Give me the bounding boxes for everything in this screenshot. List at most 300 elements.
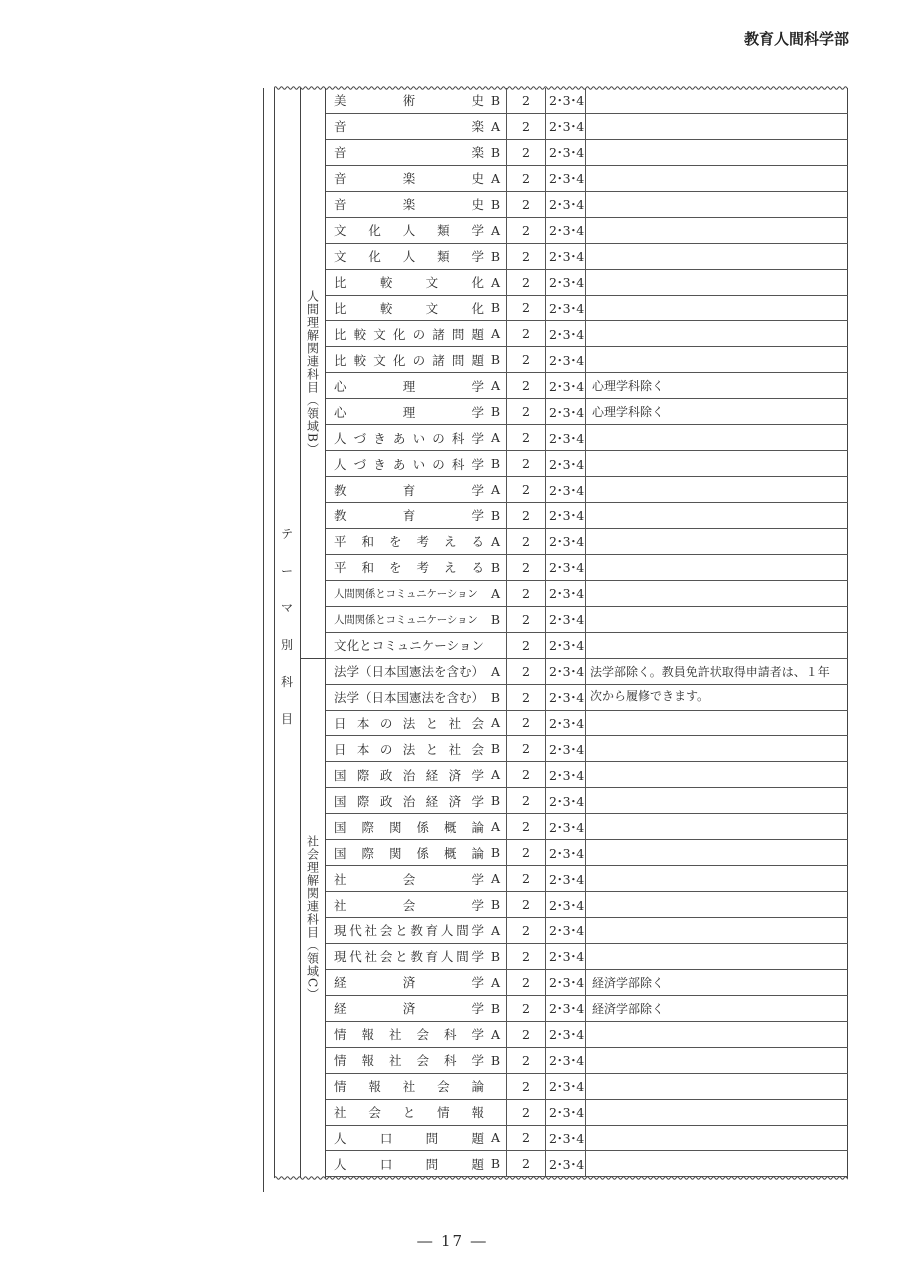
- course-suffix: B: [490, 948, 500, 964]
- course-suffix: B: [490, 144, 500, 160]
- eligible-years-cell: 2･3･4: [546, 270, 586, 295]
- course-name-cell: [326, 996, 507, 1021]
- note-cell: [586, 1151, 848, 1176]
- note-cell: [586, 892, 848, 917]
- course-row: [326, 192, 848, 218]
- section-label-text: 人間理解関連科目（領域B）: [305, 290, 320, 456]
- course-suffix: B: [490, 845, 500, 861]
- course-name: 文化とコミュニケーション: [334, 638, 484, 654]
- note-cell: [586, 166, 848, 191]
- course-name-cell: [326, 270, 507, 295]
- credits-cell: 2: [507, 607, 546, 632]
- eligible-years-cell: 2･3･4: [546, 1022, 586, 1047]
- eligible-years-cell: 2･3･4: [546, 88, 586, 113]
- course-name-cell: [326, 944, 507, 969]
- course-name-cell: [326, 1100, 507, 1125]
- eligible-years-cell: 2･3･4: [546, 685, 586, 710]
- credits-cell: 2: [507, 373, 546, 398]
- course-name: 人づきあいの科学: [334, 430, 484, 446]
- course-name: 人間関係とコミュニケーション: [334, 587, 478, 600]
- course-row: [326, 736, 848, 762]
- course-name-cell: [326, 1126, 507, 1151]
- note-cell: [586, 1048, 848, 1073]
- credits-cell: 2: [507, 140, 546, 165]
- note-cell: [586, 88, 848, 113]
- credits-cell: 2: [507, 88, 546, 113]
- course-row: [326, 425, 848, 451]
- credits-cell: 2: [507, 892, 546, 917]
- course-name-cell: [326, 1074, 507, 1099]
- credits-cell: 2: [507, 1126, 546, 1151]
- credits-cell: 2: [507, 114, 546, 139]
- course-name: 比較文化の諸問題: [334, 326, 484, 342]
- credits-cell: 2: [507, 659, 546, 684]
- note-cell: [586, 633, 848, 658]
- credits-cell: 2: [507, 347, 546, 372]
- eligible-years-cell: 2･3･4: [546, 866, 586, 891]
- eligible-years-cell: 2･3･4: [546, 918, 586, 943]
- note-cell: [586, 736, 848, 761]
- course-suffix: A: [490, 819, 500, 835]
- credits-cell: 2: [507, 425, 546, 450]
- note-cell: [586, 944, 848, 969]
- credits-cell: 2: [507, 503, 546, 528]
- note-cell: [586, 1126, 848, 1151]
- credits-cell: 2: [507, 244, 546, 269]
- note-cell: [586, 918, 848, 943]
- course-name: 現代社会と教育人間学: [334, 949, 484, 965]
- credits-cell: 2: [507, 840, 546, 865]
- course-name: 情報社会論: [334, 1079, 484, 1095]
- course-row: [326, 166, 848, 192]
- course-name: 社会と情報: [334, 1105, 484, 1121]
- credits-cell: 2: [507, 1151, 546, 1176]
- credits-cell: 2: [507, 1100, 546, 1125]
- course-name-cell: [326, 503, 507, 528]
- eligible-years-cell: 2･3･4: [546, 633, 586, 658]
- eligible-years-cell: 2･3･4: [546, 218, 586, 243]
- course-name: 現代社会と教育人間学: [334, 923, 484, 939]
- course-name-cell: [326, 1048, 507, 1073]
- course-row: [326, 633, 848, 659]
- credits-cell: 2: [507, 166, 546, 191]
- course-row: [326, 114, 848, 140]
- note-cell: [586, 1100, 848, 1125]
- course-name-cell: [326, 192, 507, 217]
- course-name: 社会学: [334, 871, 484, 887]
- course-suffix: A: [490, 482, 500, 498]
- eligible-years-cell: 2･3･4: [546, 166, 586, 191]
- course-row: [326, 140, 848, 166]
- eligible-years-cell: 2･3･4: [546, 581, 586, 606]
- course-name: 経済学: [334, 1001, 484, 1017]
- course-name: 情報社会科学: [334, 1027, 484, 1043]
- eligible-years-cell: 2･3･4: [546, 1100, 586, 1125]
- course-suffix: A: [490, 922, 500, 938]
- note-cell: [586, 866, 848, 891]
- course-name: 人口問題: [334, 1130, 484, 1146]
- course-name: 情報社会科学: [334, 1053, 484, 1069]
- eligible-years-cell: 2･3･4: [546, 477, 586, 502]
- eligible-years-cell: 2･3･4: [546, 944, 586, 969]
- course-name-cell: [326, 425, 507, 450]
- course-name-cell: [326, 814, 507, 839]
- course-suffix: A: [490, 378, 500, 394]
- course-name-cell: [326, 711, 507, 736]
- course-suffix: B: [490, 1052, 500, 1068]
- course-name-cell: [326, 918, 507, 943]
- note-cell: [586, 503, 848, 528]
- course-name-cell: [326, 685, 507, 710]
- course-suffix: A: [490, 430, 500, 446]
- eligible-years-cell: 2･3･4: [546, 503, 586, 528]
- course-name-cell: [326, 659, 507, 684]
- course-name-cell: [326, 296, 507, 321]
- eligible-years-cell: 2･3･4: [546, 840, 586, 865]
- credits-cell: 2: [507, 529, 546, 554]
- eligible-years-cell: 2･3･4: [546, 892, 586, 917]
- course-name-cell: [326, 607, 507, 632]
- course-name: 文化人類学: [334, 223, 484, 239]
- note-cell: [586, 607, 848, 632]
- note-cell: [586, 218, 848, 243]
- section-label-text: 社会理解関連科目（領域C）: [305, 834, 320, 1002]
- note-cell: [586, 477, 848, 502]
- course-row: [326, 581, 848, 607]
- note-cell: [586, 581, 848, 606]
- course-name: 国際政治経済学: [334, 767, 484, 783]
- eligible-years-cell: 2･3･4: [546, 996, 586, 1021]
- course-row: [326, 1074, 848, 1100]
- course-row: [326, 244, 848, 270]
- note-cell: [586, 140, 848, 165]
- credits-cell: 2: [507, 270, 546, 295]
- course-row: [326, 347, 848, 373]
- credits-cell: 2: [507, 321, 546, 346]
- course-row: [326, 373, 848, 399]
- note-cell: [586, 1022, 848, 1047]
- course-suffix: A: [490, 663, 500, 679]
- course-name: 美術史: [334, 93, 484, 109]
- note-cell: [586, 347, 848, 372]
- course-suffix: B: [490, 248, 500, 264]
- credits-cell: 2: [507, 555, 546, 580]
- course-name: 比較文化: [334, 300, 484, 316]
- course-suffix: A: [490, 118, 500, 134]
- course-suffix: A: [490, 974, 500, 990]
- course-row: [326, 711, 848, 737]
- eligible-years-cell: 2･3･4: [546, 736, 586, 761]
- course-name-cell: [326, 88, 507, 113]
- course-name: 教育学: [334, 508, 484, 524]
- course-name-cell: [326, 244, 507, 269]
- credits-cell: 2: [507, 218, 546, 243]
- course-name-cell: [326, 892, 507, 917]
- course-suffix: B: [490, 300, 500, 316]
- credits-cell: 2: [507, 1048, 546, 1073]
- course-name: 音楽: [334, 145, 484, 161]
- eligible-years-cell: 2･3･4: [546, 1048, 586, 1073]
- note-cell: [586, 711, 848, 736]
- course-suffix: A: [490, 767, 500, 783]
- eligible-years-cell: 2･3･4: [546, 244, 586, 269]
- course-name: 平和を考える: [334, 560, 484, 576]
- theme-label-char: 目: [280, 712, 293, 726]
- faculty-header: 教育人間科学部: [743, 30, 849, 48]
- course-row: [326, 762, 848, 788]
- note-cell: [586, 814, 848, 839]
- note-cell: [586, 555, 848, 580]
- course-row: [326, 529, 848, 555]
- course-name-cell: [326, 970, 507, 995]
- course-suffix: B: [490, 741, 500, 757]
- section-label-domain-c: [300, 658, 326, 1178]
- course-suffix: B: [490, 507, 500, 523]
- course-row: [326, 918, 848, 944]
- note-cell: [586, 321, 848, 346]
- course-name: 教育学: [334, 482, 484, 498]
- eligible-years-cell: 2･3･4: [546, 555, 586, 580]
- course-row: [326, 555, 848, 581]
- credits-cell: 2: [507, 996, 546, 1021]
- course-name-cell: [326, 633, 507, 658]
- course-row: [326, 1126, 848, 1152]
- course-name: 日本の法と社会: [334, 715, 484, 731]
- eligible-years-cell: 2･3･4: [546, 970, 586, 995]
- credits-cell: 2: [507, 814, 546, 839]
- course-row: [326, 451, 848, 477]
- eligible-years-cell: 2･3･4: [546, 529, 586, 554]
- course-row: [326, 477, 848, 503]
- credits-cell: 2: [507, 296, 546, 321]
- eligible-years-cell: 2･3･4: [546, 321, 586, 346]
- credits-cell: 2: [507, 970, 546, 995]
- course-name-cell: [326, 1022, 507, 1047]
- credits-cell: 2: [507, 451, 546, 476]
- theme-label-char: マ: [280, 601, 293, 615]
- course-name-cell: [326, 788, 507, 813]
- course-name-cell: [326, 866, 507, 891]
- note-cell: [586, 114, 848, 139]
- course-name: 国際関係概論: [334, 845, 484, 861]
- course-name: 人口問題: [334, 1156, 484, 1172]
- course-name-cell: [326, 581, 507, 606]
- credits-cell: 2: [507, 788, 546, 813]
- eligible-years-cell: 2･3･4: [546, 711, 586, 736]
- course-name: 経済学: [334, 975, 484, 991]
- course-suffix: B: [490, 1000, 500, 1016]
- course-name-cell: [326, 347, 507, 372]
- course-suffix: B: [490, 92, 500, 108]
- course-name: 音楽史: [334, 197, 484, 213]
- course-name-cell: [326, 1151, 507, 1176]
- course-name-cell: [326, 529, 507, 554]
- course-name: 国際政治経済学: [334, 793, 484, 809]
- credits-cell: 2: [507, 918, 546, 943]
- course-name-cell: [326, 762, 507, 787]
- eligible-years-cell: 2･3･4: [546, 140, 586, 165]
- course-name: 比較文化の諸問題: [334, 352, 484, 368]
- course-row: [326, 321, 848, 347]
- note-cell: [586, 296, 848, 321]
- credits-cell: 2: [507, 736, 546, 761]
- course-name: 社会学: [334, 897, 484, 913]
- credits-cell: 2: [507, 581, 546, 606]
- theme-label-char: 別: [280, 638, 293, 652]
- course-name: 比較文化: [334, 275, 484, 291]
- course-name-cell: [326, 451, 507, 476]
- course-suffix: A: [490, 585, 500, 601]
- eligible-years-cell: 2･3･4: [546, 399, 586, 424]
- course-name: 法学（日本国憲法を含む）: [334, 664, 485, 680]
- course-name: 平和を考える: [334, 534, 484, 550]
- course-rows: [326, 88, 848, 1177]
- credits-cell: 2: [507, 1022, 546, 1047]
- course-row: [326, 970, 848, 996]
- course-name: 人間関係とコミュニケーション: [334, 613, 478, 626]
- course-name: 音楽史: [334, 171, 484, 187]
- theme-label-char: ー: [280, 564, 293, 578]
- course-suffix: B: [490, 559, 500, 575]
- eligible-years-cell: 2･3･4: [546, 451, 586, 476]
- note-cell: 経済学部除く: [592, 975, 665, 990]
- course-name-cell: [326, 218, 507, 243]
- course-suffix: B: [490, 793, 500, 809]
- eligible-years-cell: 2･3･4: [546, 114, 586, 139]
- eligible-years-cell: 2･3･4: [546, 1074, 586, 1099]
- law-course-note: 法学部除く。教員免許状取得申請者は、１年次から履修できます。: [590, 665, 830, 703]
- course-name-cell: [326, 166, 507, 191]
- theme-label-char: テ: [280, 527, 293, 541]
- course-name: 国際関係概論: [334, 819, 484, 835]
- course-row: [326, 840, 848, 866]
- course-name-cell: [326, 399, 507, 424]
- course-suffix: A: [490, 274, 500, 290]
- eligible-years-cell: 2･3･4: [546, 659, 586, 684]
- note-cell: [586, 425, 848, 450]
- course-row: [326, 503, 848, 529]
- course-suffix: A: [490, 1026, 500, 1042]
- note-cell: [586, 244, 848, 269]
- course-name-cell: [326, 840, 507, 865]
- eligible-years-cell: 2･3･4: [546, 192, 586, 217]
- credits-cell: 2: [507, 866, 546, 891]
- eligible-years-cell: 2･3･4: [546, 762, 586, 787]
- course-name-cell: [326, 114, 507, 139]
- course-suffix: A: [490, 715, 500, 731]
- theme-label-char: 科: [280, 675, 293, 689]
- eligible-years-cell: 2･3･4: [546, 296, 586, 321]
- course-name-cell: [326, 140, 507, 165]
- eligible-years-cell: 2･3･4: [546, 814, 586, 839]
- credits-cell: 2: [507, 685, 546, 710]
- course-row: [326, 1048, 848, 1074]
- course-name: 人づきあいの科学: [334, 456, 484, 472]
- course-name-cell: [326, 321, 507, 346]
- course-row: [326, 607, 848, 633]
- course-row: [326, 1100, 848, 1126]
- course-suffix: B: [490, 352, 500, 368]
- course-suffix: A: [490, 326, 500, 342]
- course-name-cell: [326, 373, 507, 398]
- course-row: [326, 218, 848, 244]
- note-cell: [586, 270, 848, 295]
- note-cell: [586, 529, 848, 554]
- course-row: [326, 399, 848, 425]
- credits-cell: 2: [507, 192, 546, 217]
- course-suffix: A: [490, 1130, 500, 1146]
- course-name: 心理学: [334, 378, 484, 394]
- note-cell: 経済学部除く: [592, 1001, 665, 1016]
- course-suffix: B: [490, 1156, 500, 1172]
- course-row: [326, 866, 848, 892]
- note-cell: 心理学科除く: [592, 405, 665, 420]
- course-suffix: A: [490, 222, 500, 238]
- table-bottom-wavy-edge: [274, 1175, 848, 1181]
- credits-cell: 2: [507, 399, 546, 424]
- course-row: [326, 996, 848, 1022]
- course-row: [326, 944, 848, 970]
- course-suffix: B: [490, 897, 500, 913]
- course-name: 法学（日本国憲法を含む）: [334, 690, 485, 706]
- theme-subjects-label: [274, 525, 300, 747]
- course-suffix: B: [490, 404, 500, 420]
- credits-cell: 2: [507, 762, 546, 787]
- eligible-years-cell: 2･3･4: [546, 373, 586, 398]
- credits-cell: 2: [507, 944, 546, 969]
- note-cell: [586, 840, 848, 865]
- course-suffix: B: [490, 196, 500, 212]
- page-number: ― 17 ―: [417, 1232, 488, 1250]
- eligible-years-cell: 2･3･4: [546, 607, 586, 632]
- eligible-years-cell: 2･3･4: [546, 347, 586, 372]
- note-cell: [586, 788, 848, 813]
- note-cell: [586, 1074, 848, 1099]
- course-name-cell: [326, 736, 507, 761]
- note-cell: 心理学科除く: [592, 379, 665, 394]
- course-row: [326, 1151, 848, 1177]
- course-row: [326, 788, 848, 814]
- course-name: 心理学: [334, 404, 484, 420]
- course-suffix: A: [490, 871, 500, 887]
- credits-cell: 2: [507, 633, 546, 658]
- eligible-years-cell: 2･3･4: [546, 1126, 586, 1151]
- course-row: [326, 1022, 848, 1048]
- eligible-years-cell: 2･3･4: [546, 425, 586, 450]
- course-suffix: A: [490, 533, 500, 549]
- course-row: [326, 88, 848, 114]
- course-row: [326, 296, 848, 322]
- course-row: [326, 892, 848, 918]
- course-name: 音楽: [334, 119, 484, 135]
- eligible-years-cell: 2･3･4: [546, 788, 586, 813]
- note-cell: [586, 192, 848, 217]
- credits-cell: 2: [507, 1074, 546, 1099]
- course-suffix: A: [490, 170, 500, 186]
- credits-cell: 2: [507, 477, 546, 502]
- course-name-cell: [326, 555, 507, 580]
- note-cell: [586, 451, 848, 476]
- course-name-cell: [326, 477, 507, 502]
- section-label-domain-b: [300, 88, 326, 658]
- course-suffix: B: [490, 689, 500, 705]
- eligible-years-cell: 2･3･4: [546, 1151, 586, 1176]
- credits-cell: 2: [507, 711, 546, 736]
- course-suffix: B: [490, 611, 500, 627]
- course-name: 日本の法と社会: [334, 741, 484, 757]
- course-suffix: B: [490, 456, 500, 472]
- margin-rule: [263, 88, 264, 1192]
